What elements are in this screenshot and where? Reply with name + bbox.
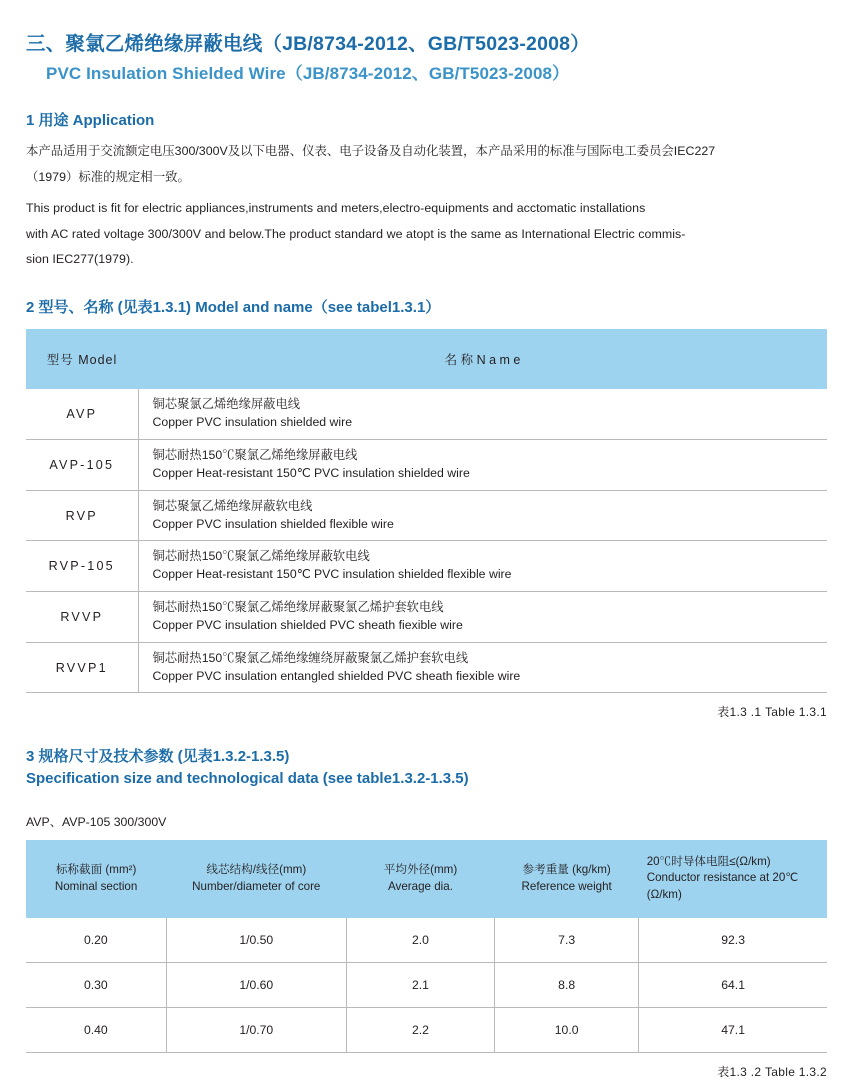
header-average-dia-cn: 平均外径(mm) (383, 863, 458, 877)
table-row (26, 642, 827, 692)
section-1-paragraph-en-line3: sion IEC277(1979). (26, 252, 134, 267)
page-title-cn: 三、聚氯乙烯绝缘屏蔽电线（JB/8734-2012、GB/T5023-2008） (26, 33, 590, 55)
cell-conductor-resistance: 47.1 (721, 1022, 745, 1037)
section-1-paragraph-cn-line1: 本产品适用于交流额定电压300/300V及以下电器、仪表、电子设备及自动化装置，本产品采用的标准与国际电工委员会IEC227 (26, 144, 716, 159)
cell-conductor-resistance: 92.3 (639, 918, 827, 963)
cell-name (138, 592, 827, 643)
header-nominal-section-en: Nominal section (54, 879, 138, 893)
cell-nominal-section: 0.40 (26, 1007, 166, 1052)
cell-name (138, 541, 827, 592)
cell-nominal-section: 0.30 (26, 962, 166, 1007)
section-1-paragraph-en-line2: with AC rated voltage 300/300V and below.The product standard we atopt is the same as International Electric commis- (26, 226, 686, 241)
spec-table-bottom-rule (26, 1052, 827, 1053)
cell-name-cn: 铜芯耐热150℃聚氯乙烯绝缘屏蔽聚氯乙烯护套软电线 (152, 600, 444, 615)
header-reference-weight-en: Reference weight (521, 879, 612, 893)
table-bottom-rule (26, 692, 827, 693)
cell-name-en: Copper Heat-resistant 150℃ PVC insulation shielded flexible wire (152, 567, 512, 582)
header-reference-weight (495, 840, 639, 918)
page-title-en: PVC Insulation Shielded Wire（JB/8734-2012、GB/T5023-2008） (46, 64, 570, 84)
header-core-structure-en: Number/diameter of core (192, 879, 321, 893)
header-conductor-resistance-cn: 20℃时导体电阻≤(Ω/km) (646, 854, 771, 868)
cell-conductor-resistance: 64.1 (639, 962, 827, 1007)
table-row (26, 962, 827, 1007)
section-2-heading: 2 型号、名称 (见表1.3.1) Model and name（see tabel1.3.1） (26, 298, 441, 316)
cell-name-cn: 铜芯耐热150℃聚氯乙烯绝缘屏蔽软电线 (152, 549, 370, 564)
cell-name-cn: 铜芯聚氯乙烯绝缘屏蔽电线 (152, 397, 301, 412)
cell-average-dia: 2.1 (346, 962, 494, 1007)
header-nominal-section (26, 840, 166, 918)
table-row (26, 592, 827, 643)
cell-average-dia: 2.0 (346, 918, 494, 963)
cell-name (138, 490, 827, 541)
header-average-dia-en: Average dia. (388, 879, 453, 893)
cell-name-en: Copper PVC insulation shielded flexible wire (152, 516, 394, 531)
cell-core-structure: 1/0.70 (166, 1007, 346, 1052)
cell-core-structure: 1/0.50 (166, 918, 346, 963)
header-reference-weight-cn: 参考重量 (kg/km) (522, 863, 611, 877)
cell-name-en: Copper PVC insulation shielded wire (152, 415, 353, 430)
table-row (26, 918, 827, 963)
cell-name-en: Copper Heat-resistant 150℃ PVC insulation shielded wire (152, 465, 470, 480)
cell-reference-weight: 7.3 (495, 918, 639, 963)
cell-reference-weight: 10.0 (495, 1007, 639, 1052)
header-core-structure-cn: 线芯结构/线径(mm) (206, 863, 307, 877)
cell-model: RVP-105 (26, 541, 138, 592)
cell-name (138, 440, 827, 491)
cell-name-cn: 铜芯聚氯乙烯绝缘屏蔽软电线 (152, 498, 313, 513)
section-3-heading-cn: 3 规格尺寸及技术参数 (见表1.3.2-1.3.5) (26, 748, 290, 766)
table-row (26, 1007, 827, 1052)
header-nominal-section-cn: 标称截面 (mm²) (55, 863, 137, 877)
cell-reference-weight: 8.8 (495, 962, 639, 1007)
cell-core-structure: 1/0.60 (166, 962, 346, 1007)
cell-model: AVP (26, 389, 138, 439)
table-132-caption: 表1.3 .2 Table 1.3.2 (717, 1064, 827, 1079)
model-name-table (26, 329, 827, 692)
table-row (26, 490, 827, 541)
table-row (26, 440, 827, 491)
cell-model: AVP-105 (26, 440, 138, 491)
cell-name (138, 642, 827, 692)
header-conductor-resistance (639, 840, 827, 918)
section-3-heading-en: Specification size and technological data (see table1.3.2-1.3.5) (26, 770, 469, 788)
cell-name-en: Copper PVC insulation shielded PVC sheath fiexible wire (152, 617, 463, 632)
header-core-structure (166, 840, 346, 918)
section-1-heading: 1 用途 Application (26, 111, 155, 129)
cell-model: RVP (26, 490, 138, 541)
header-name: 名 称 N a m e (138, 329, 827, 389)
cell-name (138, 389, 827, 439)
cell-model: RVVP1 (26, 642, 138, 692)
table-row (26, 389, 827, 439)
cell-name-cn: 铜芯耐热150℃聚氯乙烯绝缘缠绕屏蔽聚氯乙烯护套软电线 (152, 650, 469, 665)
section-1-paragraph-en-line1: This product is fit for electric appliances,instruments and meters,electro-equipments and acctomatic installations (26, 201, 646, 216)
table-131-caption: 表1.3 .1 Table 1.3.1 (717, 705, 827, 720)
specification-table (26, 840, 827, 1052)
table-header-row (26, 329, 827, 389)
spec-subtitle: AVP、AVP-105 300/300V (26, 814, 167, 829)
section-1-paragraph-cn-line2: （1979）标准的规定相一致。 (26, 169, 190, 184)
section-3-heading (26, 746, 827, 790)
header-model: 型号 Model (26, 329, 138, 389)
cell-model: RVVP (26, 592, 138, 643)
table-header-row (26, 840, 827, 918)
cell-nominal-section: 0.20 (26, 918, 166, 963)
cell-name-en: Copper PVC insulation entangled shielded PVC sheath fiexible wire (152, 668, 521, 683)
table-row (26, 541, 827, 592)
header-average-dia (346, 840, 494, 918)
cell-name-cn: 铜芯耐热150℃聚氯乙烯绝缘屏蔽电线 (152, 448, 358, 463)
header-conductor-resistance-en: Conductor resistance at 20℃ (Ω/km) (646, 871, 799, 902)
cell-average-dia: 2.2 (346, 1007, 494, 1052)
